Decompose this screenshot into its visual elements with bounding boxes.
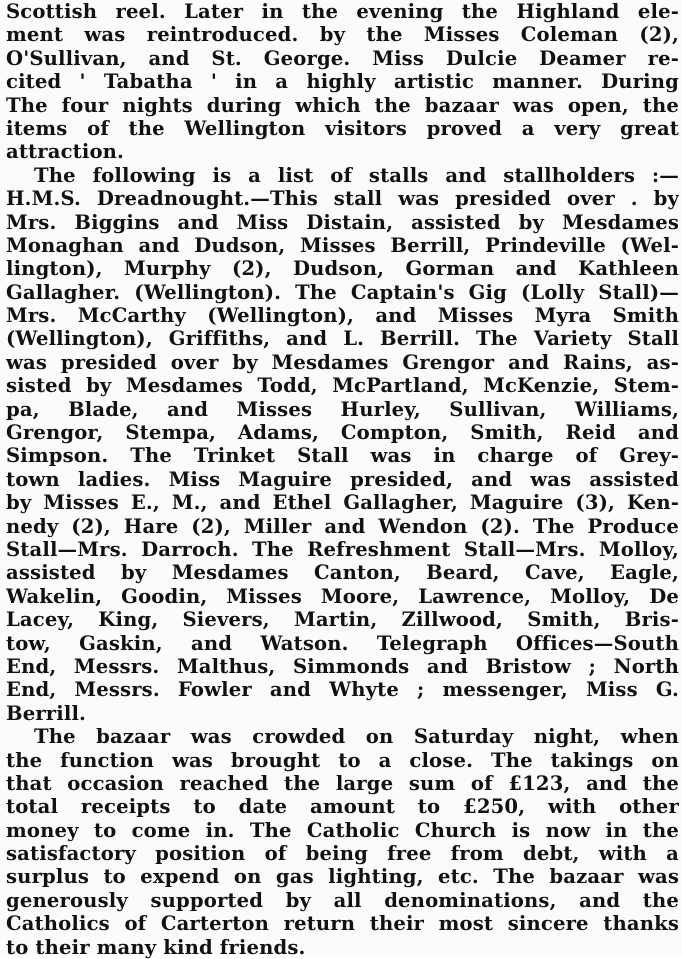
article-line: O'Sullivan, and St. George. Miss Dulcie Deamer re- [6,46,679,70]
article-line: H.M.S. Dreadnought.—This stall was presided over . by [6,187,679,211]
article-line: was presided over by Mesdames Grengor and Rains, as- [6,350,679,374]
article-line: sisted by Mesdames Todd, McPartland, McKenzie, Stem- [6,374,679,398]
article-line: Mrs. Biggins and Miss Distain, assisted by Mesdames [6,210,679,234]
article-line: Mrs. McCarthy (Wellington), and Misses Myra Smith [6,304,679,328]
article-line: money to come in. The Catholic Church is now in the [6,818,679,842]
article-line: Wakelin, Goodin, Misses Moore, Lawrence, Molloy, De [6,584,679,608]
article-line: The bazaar was crowded on Saturday night, when [34,725,679,749]
article-line: Catholics of Carterton return their most sincere thanks [6,912,679,936]
article-line: that occasion reached the large sum of £123, and the [6,771,679,795]
article-column [6,0,679,959]
article-line: End, Messrs. Malthus, Simmonds and Bristow ; North [6,654,679,678]
article-line: cited ' Tabatha ' in a highly artistic manner. During [6,70,679,94]
article-line: Gallagher. (Wellington). The Captain's Gig (Lolly Stall)— [6,280,679,304]
article-line: pa, Blade, and Misses Hurley, Sullivan, Williams, [6,397,679,421]
article-line: Simpson. The Trinket Stall was in charge of Grey- [6,444,679,468]
article-line: total receipts to date amount to £250, with other [6,795,679,819]
article-line: Lacey, King, Sievers, Martin, Zillwood, Smith, Bris- [6,608,679,632]
article-line: satisfactory position of being free from debt, with a [6,842,679,866]
article-line: generously supported by all denominations, and the [6,888,679,912]
article-line: Grengor, Stempa, Adams, Compton, Smith, Reid and [6,421,679,445]
article-line: The four nights during which the bazaar was open, the [6,93,679,117]
article-line: tow, Gaskin, and Watson. Telegraph Offices—South [6,631,679,655]
article-line: to their many kind friends. [6,935,306,959]
article-line: The following is a list of stalls and stallholders :— [34,163,679,187]
article-line: Stall—Mrs. Darroch. The Refreshment Stall—Mrs. Molloy, [6,537,679,561]
article-line: Berrill. [6,701,87,725]
article-line: items of the Wellington visitors proved a very great [6,116,679,140]
article-line: Scottish reel. Later in the evening the Highland ele- [6,0,679,23]
article-line: lington), Murphy (2), Dudson, Gorman and Kathleen [6,257,679,281]
article-line: by Misses E., M., and Ethel Gallagher, Maguire (3), Ken- [6,491,679,515]
article-line: nedy (2), Hare (2), Miller and Wendon (2). The Produce [6,514,679,538]
article-line: assisted by Mesdames Canton, Beard, Cave, Eagle, [6,561,679,585]
article-line: (Wellington), Griffiths, and L. Berrill. The Variety Stall [6,327,679,351]
article-line: the function was brought to a close. The takings on [6,748,679,772]
article-line: ment was reintroduced. by the Misses Coleman (2), [6,23,679,47]
article-line: surplus to expend on gas lighting, etc. The bazaar was [6,865,679,889]
article-line: town ladies. Miss Maguire presided, and was assisted [6,467,679,491]
article-line: End, Messrs. Fowler and Whyte ; messenger, Miss G. [6,678,679,702]
article-line: Monaghan and Dudson, Misses Berrill, Prindeville (Wel- [6,233,679,257]
article-line: attraction. [6,140,125,164]
